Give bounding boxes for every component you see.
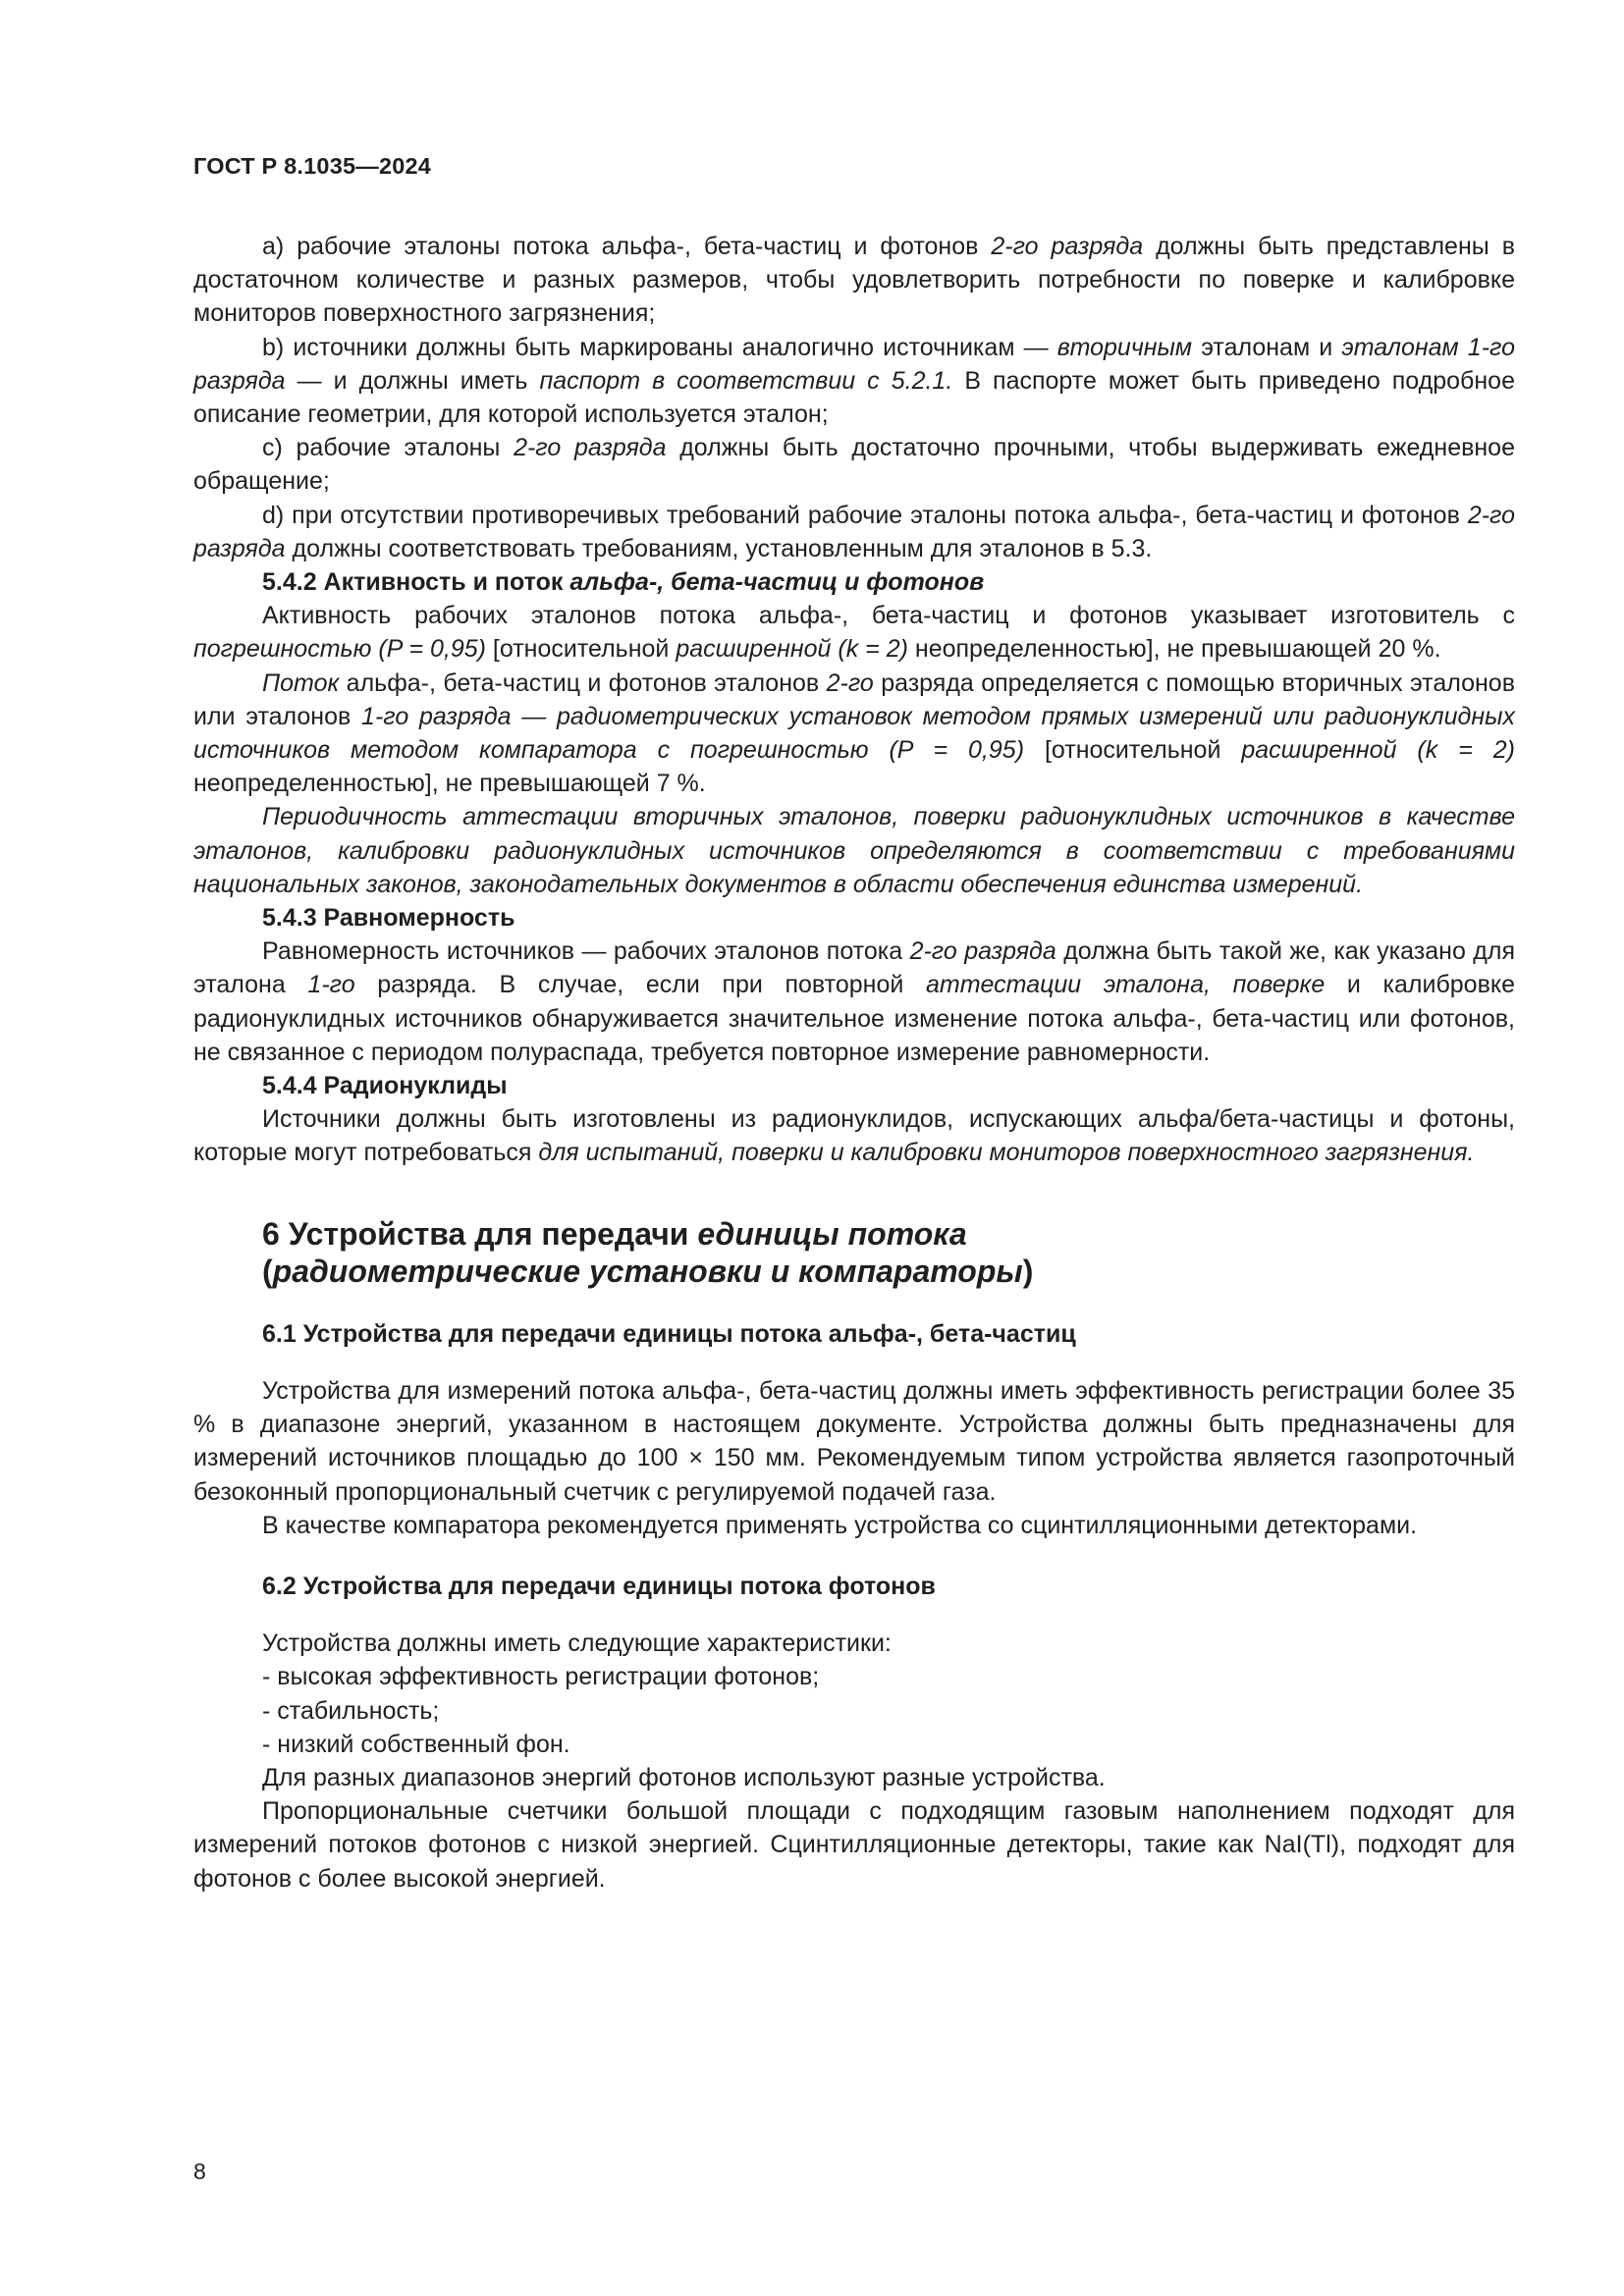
list-item-dash: - высокая эффективность регистрации фотонов; — [262, 1663, 820, 1691]
section-heading-5-4-2: 5.4.2 Активность и поток альфа-, бета-частиц и фотонов — [262, 568, 985, 597]
section-heading-6-2: 6.2 Устройства для передачи единицы потока фотонов — [262, 1572, 936, 1600]
page-number: 8 — [193, 2159, 206, 2184]
paragraph-activity: Активность рабочих эталонов потока альфа-, бета-частиц и фотонов указывает изготовитель с погрешностью (P = 0,95) [относительной расширенной (k = 2) неопределенностью], не превышающей 20 %. — [193, 602, 1515, 664]
document-body — [193, 230, 1515, 1896]
paragraph-alpha-beta-devices: Устройства для измерений потока альфа-, бета-частиц должны иметь эффективность регистрации более 35 % в диапазоне энергий, указанном в настоящем документе. Устройства должны быть предназначены для измерений источников площадью до 100 × 150 мм. Рекомендуемым типом устройства является газопроточный безоконный пропорциональный счетчик с регулируемой подачей газа. — [193, 1376, 1515, 1506]
section-title-6 — [262, 1215, 1515, 1290]
list-item-dash: - стабильность; — [262, 1696, 440, 1725]
list-item-d: d) при отсутствии противоречивых требований рабочие эталоны потока альфа-, бета-частиц и фотонов 2-го разряда должны соответствовать требованиям, установленным для эталонов в 5.3. — [193, 501, 1515, 562]
paragraph-radionuclides: Источники должны быть изготовлены из радионуклидов, испускающих альфа/бета-частицы и фотоны, которые могут потребоваться для испытаний, поверки и калибровки мониторов поверхностного загрязнения. — [193, 1105, 1515, 1167]
document-header: ГОСТ Р 8.1035—2024 — [193, 153, 432, 179]
paragraph-proportional-counters: Пропорциональные счетчики большой площади с подходящим газовым наполнением подходят для измерений потоков фотонов с низкой энергией. Сцинтилляционные детекторы, такие как NaI(Tl), подходят для фотонов с более высокой энергией. — [193, 1797, 1515, 1893]
paragraph-flux: Поток альфа-, бета-частиц и фотонов эталонов 2-го разряда определяется с помощью вторичных эталонов или эталонов 1-го разряда — радиометрических установок методом прямых измерений или радионуклидных источников методом компаратора с погрешностью (P = 0,95) [относительной расширенной (k = 2) неопределенностью], не превышающей 7 %. — [193, 668, 1515, 798]
list-item-b: b) источники должны быть маркированы аналогично источникам — вторичным эталонам и эталонам 1-го разряда — и должны иметь паспорт в соответствии с 5.2.1. В паспорте может быть приведено подробное описание геометрии, для которой используется эталон; — [193, 333, 1515, 429]
paragraph-uniformity: Равномерность источников — рабочих эталонов потока 2-го разряда должна быть такой же, как указано для эталона 1-го разряда. В случае, если при повторной аттестации эталона, поверке и калибровке радионуклидных источников обнаруживается значительное изменение потока альфа-, бета-частиц или фотонов, не связанное с периодом полураспада, требуется повторное измерение равномерности. — [193, 937, 1515, 1066]
list-item-c: c) рабочие эталоны 2-го разряда должны быть достаточно прочными, чтобы выдерживать ежедневное обращение; — [193, 434, 1515, 496]
section-title-6-line1: 6 Устройства для передачи единицы потока — [262, 1215, 967, 1252]
list-item-a: a) рабочие эталоны потока альфа-, бета-частиц и фотонов 2-го разряда должны быть представлены в достаточном количестве и разных размеров, чтобы удовлетворить потребности по поверке и калибровке мониторов поверхностного загрязнения; — [193, 233, 1515, 328]
list-item-dash: - низкий собственный фон. — [262, 1730, 570, 1758]
section-heading-5-4-3: 5.4.3 Равномерность — [262, 904, 515, 933]
paragraph-characteristics-intro: Устройства должны иметь следующие характеристики: — [262, 1629, 892, 1658]
section-heading-6-1: 6.1 Устройства для передачи единицы потока альфа-, бета-частиц — [262, 1319, 1076, 1348]
section-title-6-line2: (радиометрические установки и компараторы) — [262, 1253, 1034, 1289]
section-heading-5-4-4: 5.4.4 Радионуклиды — [262, 1072, 508, 1100]
paragraph-energy-ranges: Для разных диапазонов энергий фотонов используют разные устройства. — [262, 1763, 1106, 1791]
paragraph-comparator: В качестве компаратора рекомендуется применять устройства со сцинтилляционными детекторами. — [262, 1511, 1418, 1539]
paragraph-periodicity: Периодичность аттестации вторичных эталонов, поверки радионуклидных источников в качестве эталонов, калибровки радионуклидных источников определяются в соответствии с требованиями национальных законов, законодательных документов в области обеспечения единства измерений. — [193, 803, 1515, 898]
